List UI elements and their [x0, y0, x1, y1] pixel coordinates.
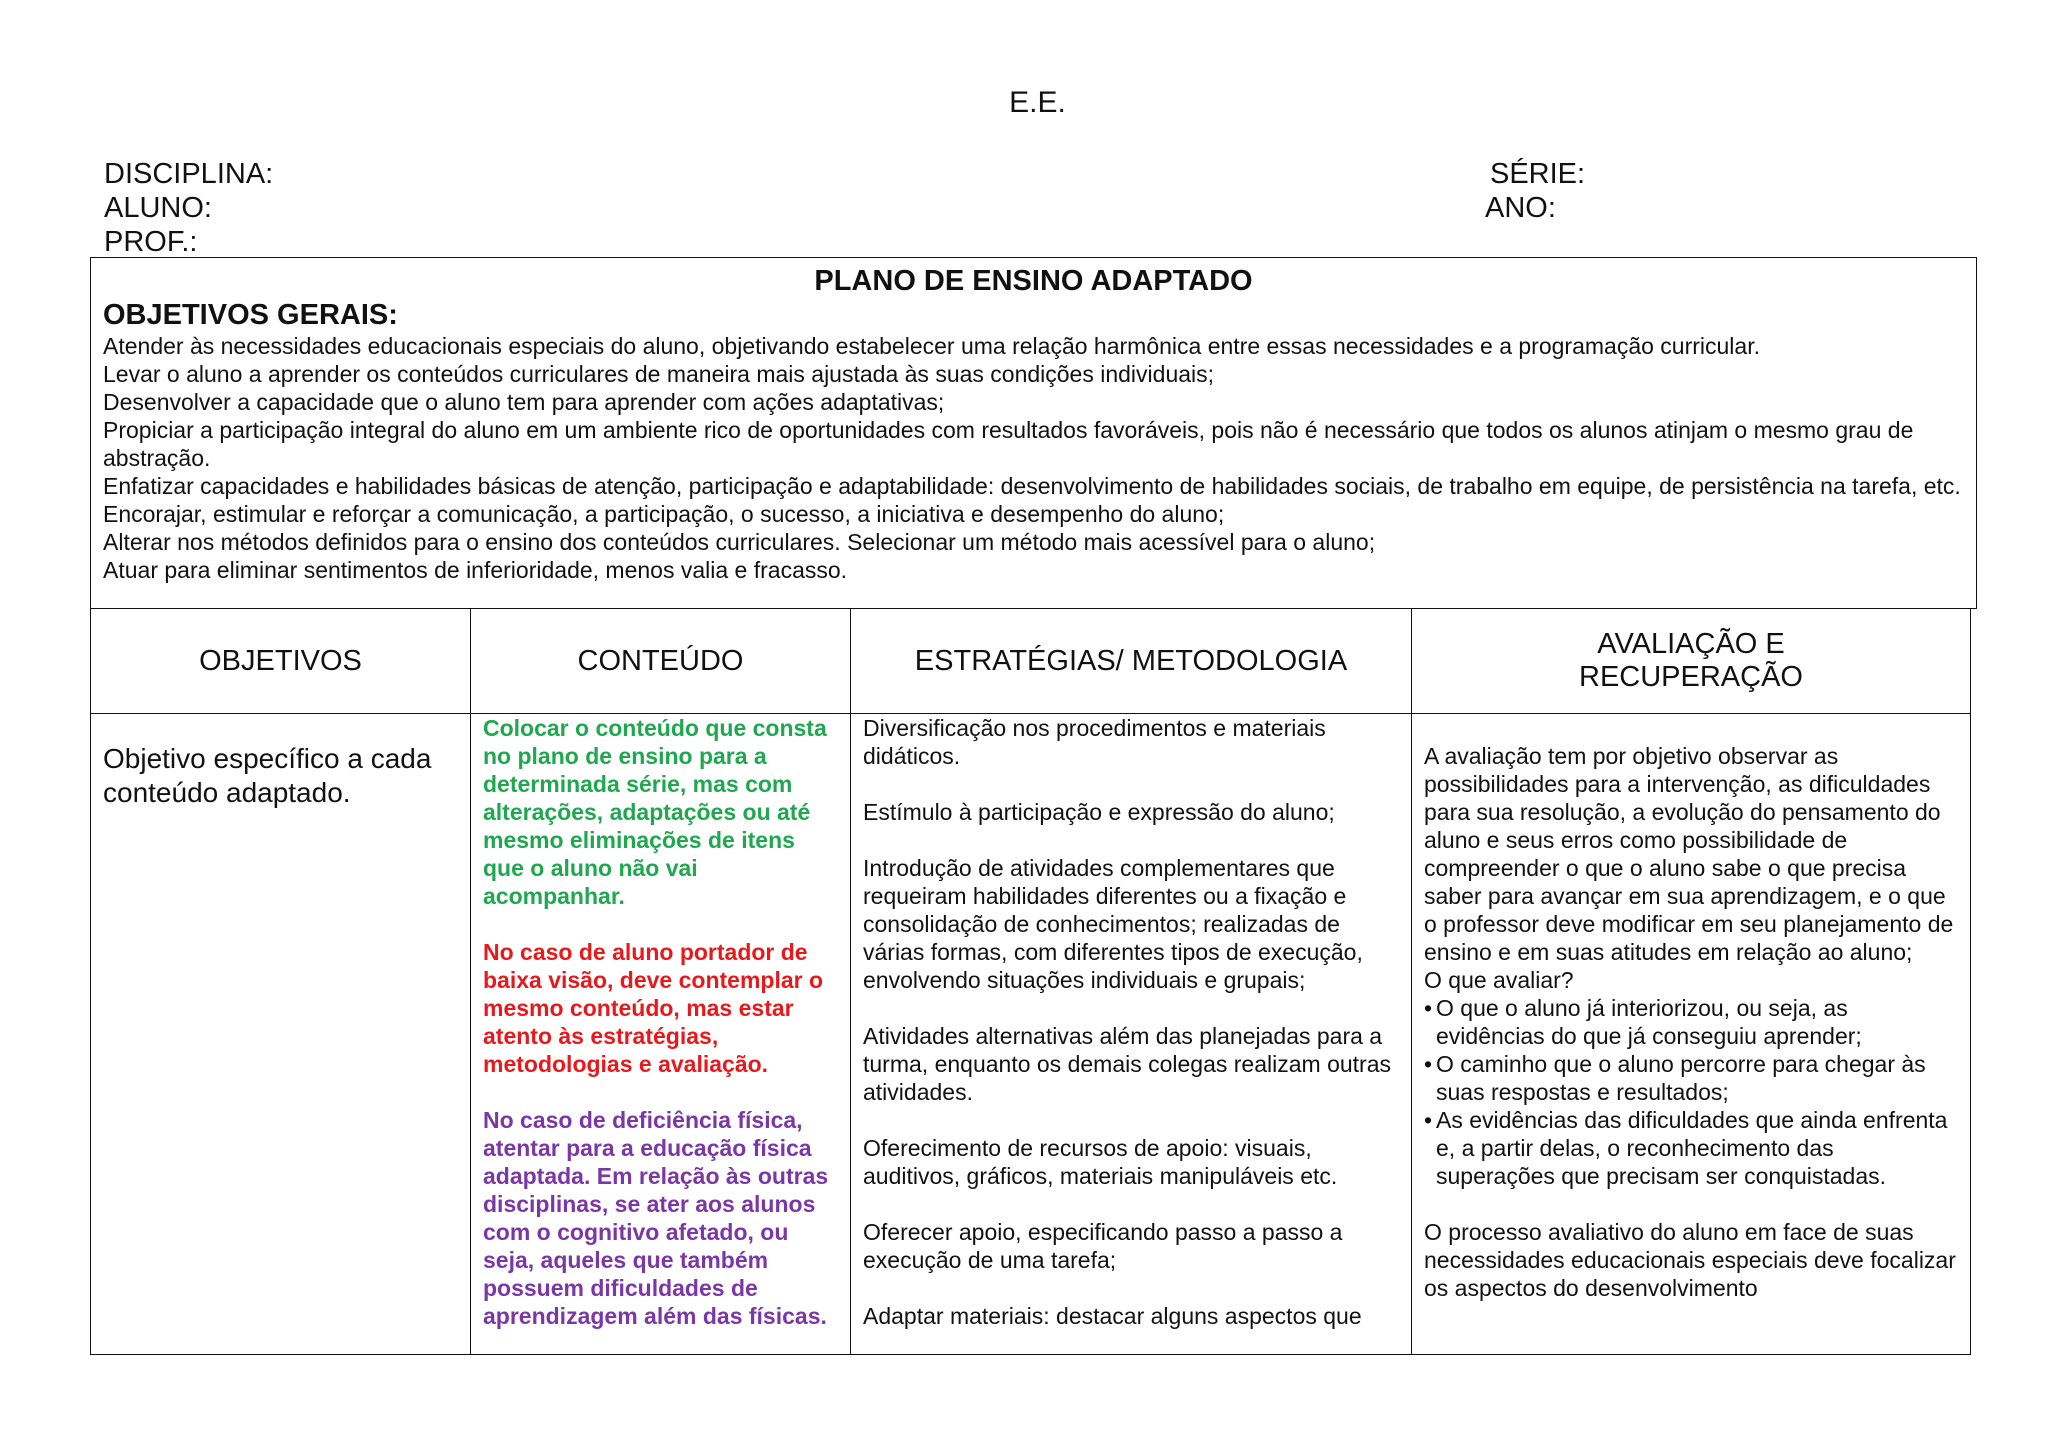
general-objective-item: Alterar nos métodos definidos para o ensino dos conteúdos curriculares. Selecionar um método mais acessível para o aluno;	[103, 529, 1376, 555]
general-objective-item: Atender às necessidades educacionais especiais do aluno, objetivando estabelecer uma relação harmônica entre essas necessidades e a programação curricular.	[103, 333, 1760, 359]
avaliacao-bullet: • O caminho que o aluno percorre para chegar às suas respostas e resultados;	[1424, 1051, 1926, 1105]
estrategia-item: Diversificação nos procedimentos e materiais didáticos.	[863, 715, 1326, 769]
column-header-avaliacao: AVALIAÇÃO E RECUPERAÇÃO	[1412, 609, 1971, 714]
avaliacao-closing: O processo avaliativo do aluno em face de suas necessidades educacionais especiais deve focalizar os aspectos do desenvolvimento	[1424, 1219, 1956, 1301]
conteudo-cell	[471, 714, 851, 1355]
general-objective-item: Encorajar, estimular e reforçar a comunicação, a participação, o sucesso, a iniciativa e desempenho do aluno;	[103, 501, 1225, 527]
ano-label: ANO:	[1485, 192, 1556, 224]
conteudo-red-text: No caso de aluno portador de baixa visão, deve contemplar o mesmo conteúdo, mas estar atento às estratégias, metodologias e avaliação.	[483, 939, 824, 1077]
aluno-label: ALUNO:	[104, 192, 212, 224]
estrategia-item: Atividades alternativas além das planejadas para a turma, enquanto os demais colegas realizam outras atividades.	[863, 1023, 1392, 1105]
general-objective-item: Desenvolver a capacidade que o aluno tem para aprender com ações adaptativas;	[103, 389, 945, 415]
general-objective-item: Atuar para eliminar sentimentos de inferioridade, menos valia e fracasso.	[103, 557, 848, 583]
estrategias-cell	[851, 714, 1412, 1355]
table-header-row	[91, 609, 1971, 714]
avaliacao-bullet: • As evidências das dificuldades que ainda enfrenta e, a partir delas, o reconhecimento das superações que precisam ser conquistadas.	[1424, 1107, 1948, 1189]
avaliacao-bullet: • O que o aluno já interiorizou, ou seja, as evidências do que já conseguiu aprender;	[1424, 995, 1862, 1049]
column-header-conteudo: CONTEÚDO	[471, 609, 851, 714]
disciplina-label: DISCIPLINA:	[104, 158, 274, 190]
avaliacao-cell	[1412, 714, 1971, 1355]
general-objective-item: Levar o aluno a aprender os conteúdos curriculares de maneira mais ajustada às suas condições individuais;	[103, 361, 1215, 387]
estrategia-item: Introdução de atividades complementares que requeiram habilidades diferentes ou a fixação e consolidação de conhecimentos; realizadas de várias formas, com diferentes tipos de execução, envolvendo situações individuais e grupais;	[863, 855, 1363, 993]
prof-label: PROF.:	[104, 226, 198, 258]
estrategia-item: Adaptar materiais: destacar alguns aspectos que	[863, 1303, 1362, 1329]
conteudo-green-text: Colocar o conteúdo que consta no plano de ensino para a determinada série, mas com alterações, adaptações ou até mesmo eliminações de itens que o aluno não vai acompanhar.	[483, 715, 827, 909]
general-objective-item: Enfatizar capacidades e habilidades básicas de atenção, participação e adaptabilidade: desenvolvimento de habilidades sociais, de trabalho em equipe, de persistência na tarefa, etc.	[103, 473, 1961, 499]
column-header-objetivos: OBJETIVOS	[91, 609, 471, 714]
bullet-icon: •	[1424, 1051, 1433, 1077]
column-header-estrategias: ESTRATÉGIAS/ METODOLOGIA	[851, 609, 1412, 714]
serie-label: SÉRIE:	[1490, 158, 1586, 190]
plan-table	[90, 608, 1971, 1355]
estrategia-item: Estímulo à participação e expressão do aluno;	[863, 799, 1335, 825]
estrategia-item: Oferecer apoio, especificando passo a passo a execução de uma tarefa;	[863, 1219, 1343, 1273]
bullet-icon: •	[1424, 1107, 1433, 1133]
avaliacao-question: O que avaliar?	[1424, 967, 1574, 993]
estrategia-item: Oferecimento de recursos de apoio: visuais, auditivos, gráficos, materiais manipuláveis etc.	[863, 1135, 1338, 1189]
bullet-icon: •	[1424, 995, 1433, 1021]
objetivos-text: Objetivo específico a cada conteúdo adaptado.	[103, 743, 432, 808]
avaliacao-intro: A avaliação tem por objetivo observar as possibilidades para a intervenção, as dificuldades para sua resolução, a evolução do pensamento do aluno e seus erros como possibilidade de compreender o que o aluno sabe o que precisa saber para avançar em sua aprendizagem, e o que o professor deve modificar em seu planejamento de ensino e em suas atitudes em relação ao aluno;	[1424, 743, 1954, 965]
general-objectives-heading: OBJETIVOS GERAIS:	[103, 299, 398, 331]
conteudo-purple-text: No caso de deficiência física, atentar para a educação física adaptada. Em relação às outras disciplinas, se ater aos alunos com o cognitivo afetado, ou seja, aqueles que também possuem dificuldades de aprendizagem além das físicas.	[483, 1107, 829, 1329]
school-name: E.E.	[1009, 86, 1066, 119]
objetivos-cell	[91, 714, 471, 1355]
general-objective-item: Propiciar a participação integral do aluno em um ambiente rico de oportunidades com resultados favoráveis, pois não é necessário que todos os alunos atinjam o mesmo grau de abstração.	[103, 417, 1914, 471]
table-row	[91, 714, 1971, 1355]
plan-title: PLANO DE ENSINO ADAPTADO	[814, 265, 1253, 297]
general-objectives-box	[90, 257, 1977, 609]
